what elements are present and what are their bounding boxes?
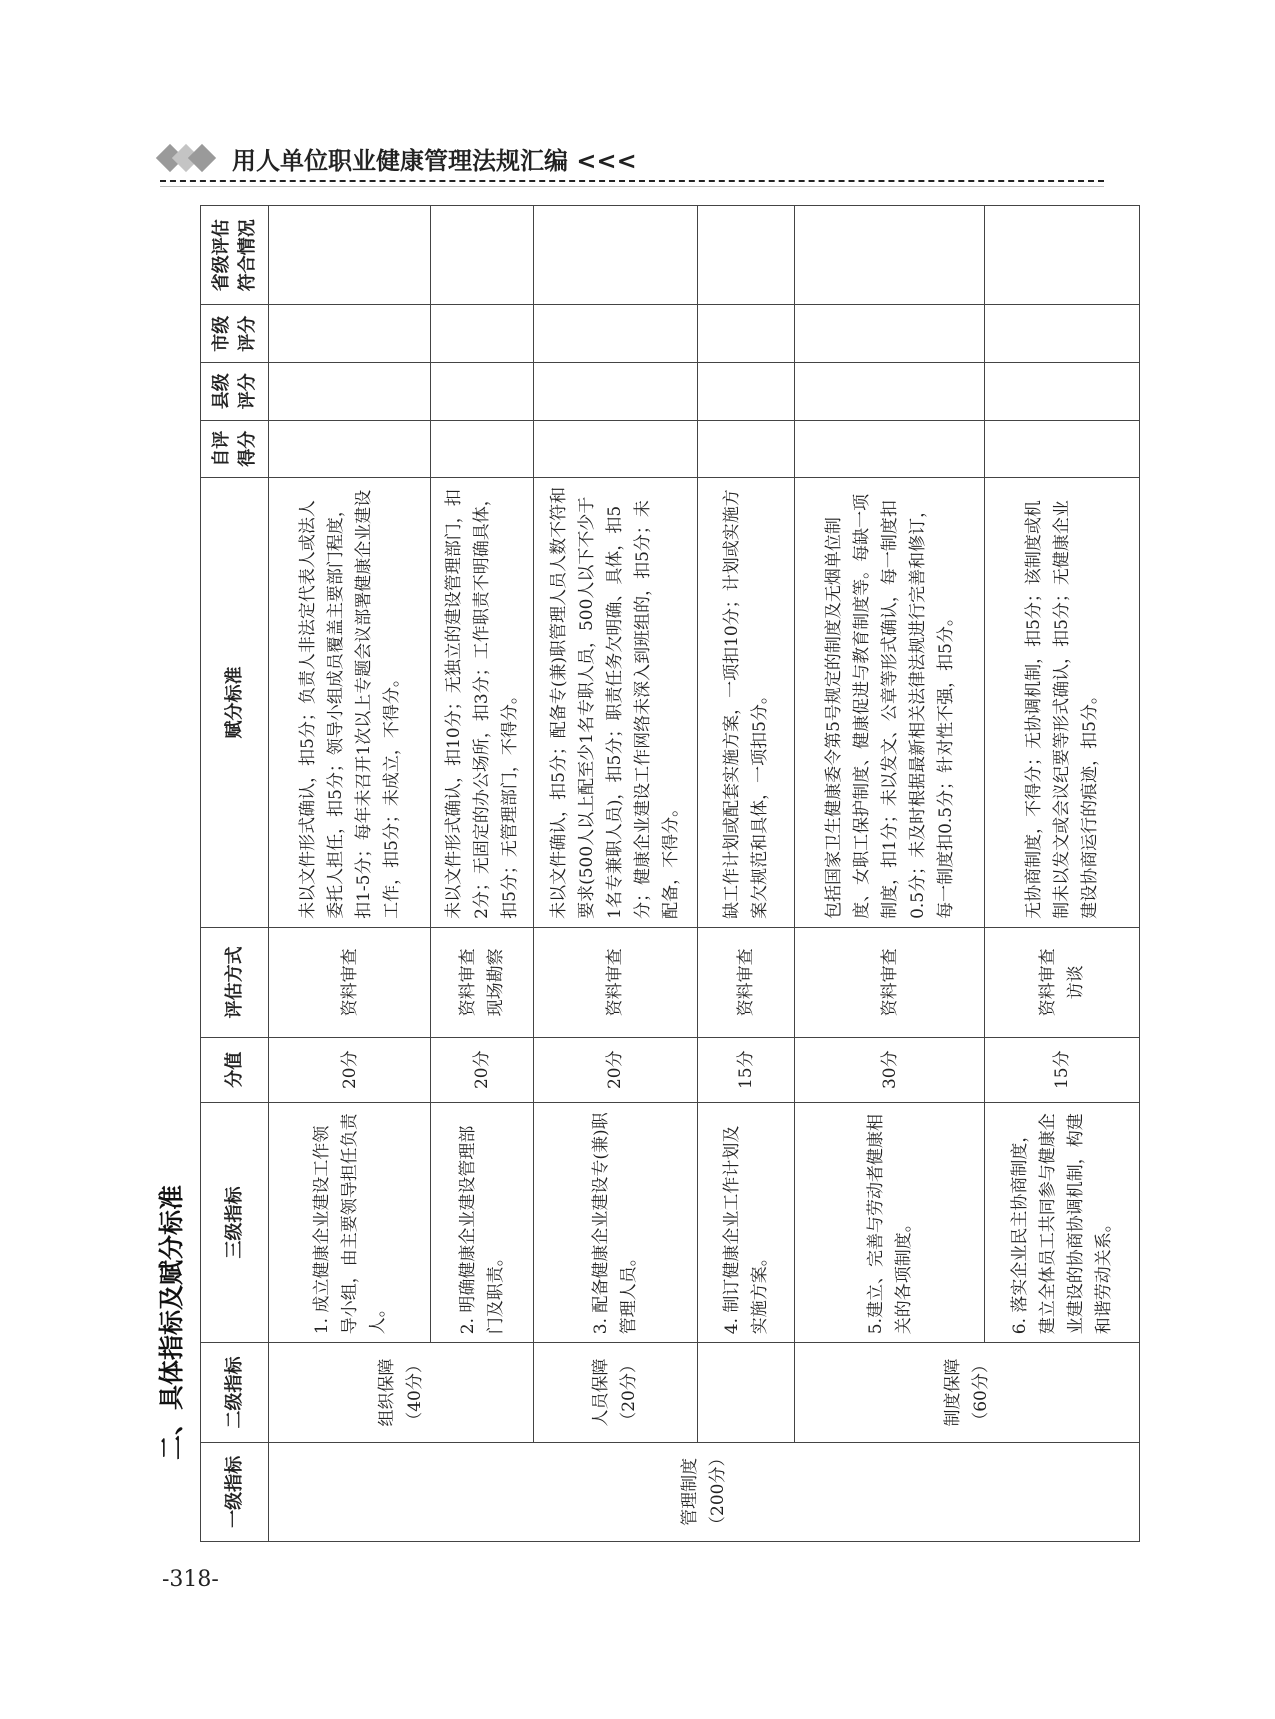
- cell-city: [985, 305, 1140, 363]
- cell-province: [269, 206, 430, 305]
- table-row: [430, 206, 533, 1542]
- table-header-row: [201, 206, 269, 1542]
- header-score: 分值: [201, 1037, 269, 1102]
- cell-score: 30分: [795, 1037, 985, 1102]
- header-level3: 三级指标: [201, 1102, 269, 1343]
- header-level1: 一级指标: [201, 1442, 269, 1541]
- table-row: [269, 206, 430, 1542]
- cell-self: [985, 420, 1140, 478]
- book-title: 用人单位职业健康管理法规汇编 <<<: [232, 146, 637, 175]
- header-criteria: 赋分标准: [201, 478, 269, 928]
- cell-score: 15分: [985, 1037, 1140, 1102]
- header-self: 自评得分: [201, 420, 269, 478]
- cell-city: [269, 305, 430, 363]
- level2-cell-empty: [698, 1343, 795, 1442]
- cell-criteria: 缺工作计划或配套实施方案，一项扣10分；计划或实施方案欠规范和具体，一项扣5分。: [698, 478, 795, 928]
- level2-cell: 人员保障（20分）: [533, 1343, 698, 1442]
- cell-criteria: 无协商制度，不得分；无协调机制，扣5分；该制度或机制未以发文或会议纪要等形式确认，扣5分；无健康企业建设协商运行的痕迹，扣5分。: [985, 478, 1140, 928]
- cell-level3: 4. 制订健康企业工作计划及实施方案。: [698, 1102, 795, 1343]
- cell-method: 资料审查: [269, 927, 430, 1037]
- cell-self: [533, 420, 698, 478]
- cell-county: [533, 363, 698, 421]
- cell-city: [698, 305, 795, 363]
- header-method: 评估方式: [201, 927, 269, 1037]
- header-city: 市级评分: [201, 305, 269, 363]
- cell-province: [430, 206, 533, 305]
- cell-city: [795, 305, 985, 363]
- section-title: 二、具体指标及赋分标准: [157, 1184, 186, 1460]
- cell-county: [430, 363, 533, 421]
- cell-county: [269, 363, 430, 421]
- cell-county: [698, 363, 795, 421]
- cell-level3: 5.建立、完善与劳动者健康相关的各项制度。: [795, 1102, 985, 1343]
- cell-method: 资料审查 访谈: [985, 927, 1140, 1037]
- cell-county: [985, 363, 1140, 421]
- table-row: [985, 206, 1140, 1542]
- scoring-table: [200, 205, 1140, 1542]
- cell-province: [795, 206, 985, 305]
- cell-province: [985, 206, 1140, 305]
- scoring-table-container: [200, 205, 1140, 1542]
- page-number: -318-: [162, 1567, 219, 1592]
- cell-city: [533, 305, 698, 363]
- diamond-ornament-icon: [160, 148, 208, 168]
- cell-level3: 3. 配备健康企业建设专(兼)职管理人员。: [533, 1102, 698, 1343]
- table-row: [795, 206, 985, 1542]
- header-level2: 二级指标: [201, 1343, 269, 1442]
- level2-cell: 制度保障（60分）: [795, 1343, 1140, 1442]
- cell-county: [795, 363, 985, 421]
- cell-province: [698, 206, 795, 305]
- cell-method: 资料审查: [698, 927, 795, 1037]
- header-rule: [160, 180, 1104, 182]
- cell-score: 20分: [430, 1037, 533, 1102]
- cell-city: [430, 305, 533, 363]
- running-header: [160, 138, 637, 178]
- header-rule-thin: [160, 186, 1104, 187]
- cell-province: [533, 206, 698, 305]
- cell-criteria: 未以文件形式确认，扣10分；无独立的建设管理部门，扣2分；无固定的办公场所，扣3分；工作职责不明确具体，扣5分；无管理部门，不得分。: [430, 478, 533, 928]
- level1-cell: 管理制度（200分）: [269, 1442, 1140, 1541]
- cell-level3: 1. 成立健康企业建设工作领导小组，由主要领导担任负责人。: [269, 1102, 430, 1343]
- cell-criteria: 包括国家卫生健康委令第5号规定的制度及无烟单位制度、女职工保护制度、健康促进与教育制度等。每缺一项制度，扣1分；未以发文、公章等形式确认，每一制度扣0.5分；未及时根据最新相关法律法规进行完善和修订，每一制度扣0.5分；针对性不强，扣5分。: [795, 478, 985, 928]
- cell-method: 资料审查 现场勘察: [430, 927, 533, 1037]
- table-row: [533, 206, 698, 1542]
- cell-level3: 2. 明确健康企业建设管理部门及职责。: [430, 1102, 533, 1343]
- level2-cell: 组织保障（40分）: [269, 1343, 533, 1442]
- header-county: 县级评分: [201, 363, 269, 421]
- cell-criteria: 未以文件形式确认，扣5分；负责人非法定代表人或法人委托人担任，扣5分；领导小组成员覆盖主要部门程度，扣1-5分；每年未召开1次以上专题会议部署健康企业建设工作，扣5分；未成立，不得分。: [269, 478, 430, 928]
- table-row: [698, 206, 795, 1542]
- cell-method: 资料审查: [795, 927, 985, 1037]
- cell-score: 20分: [533, 1037, 698, 1102]
- cell-level3: 6. 落实企业民主协商制度，建立全体员工共同参与健康企业建设的协商协调机制，构建和谐劳动关系。: [985, 1102, 1140, 1343]
- header-province: 省级评估符合情况: [201, 206, 269, 305]
- cell-criteria: 未以文件确认，扣5分；配备专(兼)职管理人员人数不符和要求(500人以上配至少1名专职人员，500人以下不少于1名专兼职人员)，扣5分；职责任务欠明确、具体，扣5分；健康企业建设工作网络未深入到班组的，扣5分；未配备，不得分。: [533, 478, 698, 928]
- cell-self: [795, 420, 985, 478]
- cell-score: 20分: [269, 1037, 430, 1102]
- cell-self: [269, 420, 430, 478]
- cell-self: [698, 420, 795, 478]
- cell-score: 15分: [698, 1037, 795, 1102]
- cell-method: 资料审查: [533, 927, 698, 1037]
- cell-self: [430, 420, 533, 478]
